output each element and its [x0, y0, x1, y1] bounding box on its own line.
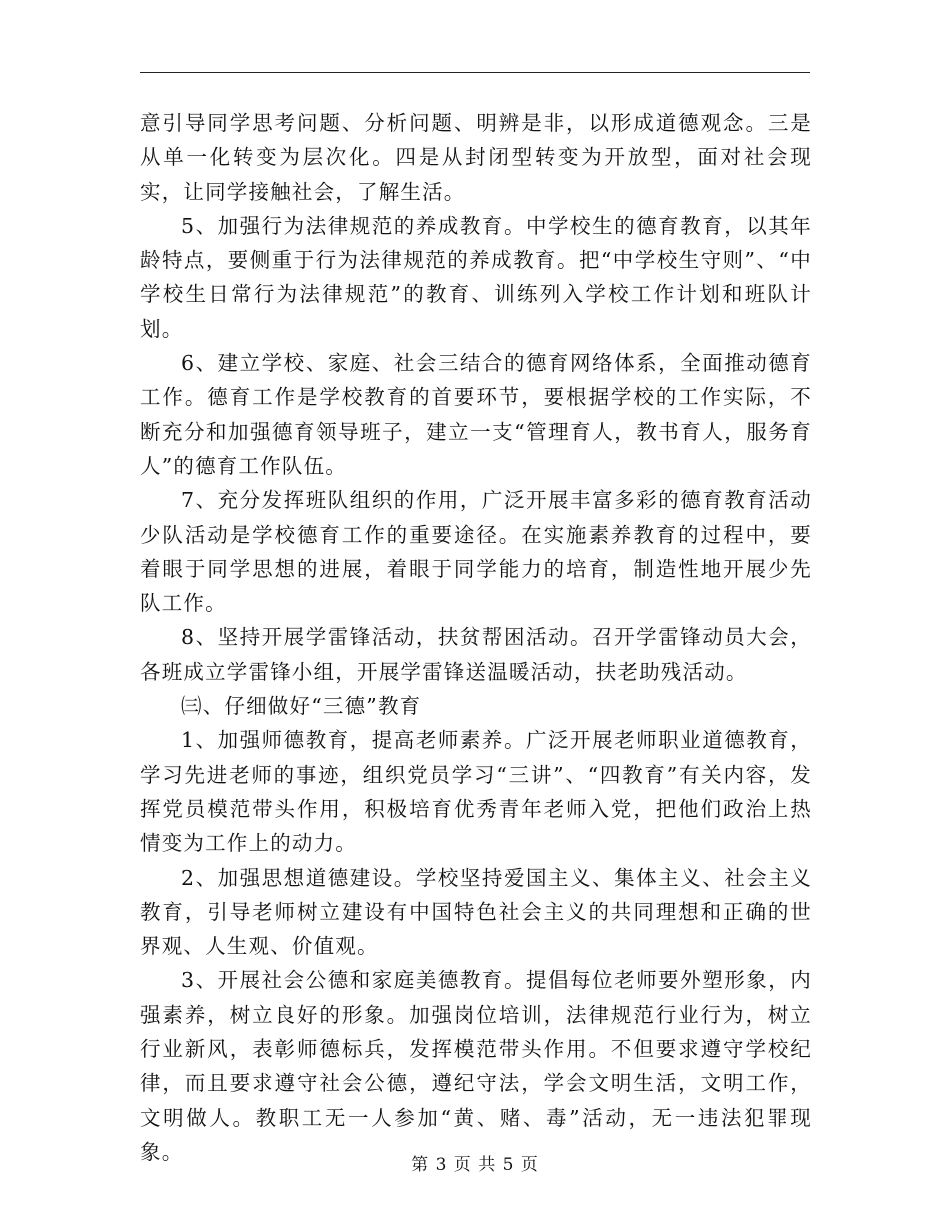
section-heading: ㈢、仔细做好“三德”教育	[181, 694, 422, 719]
paragraph-4: 7、充分发挥班队组织的作用，广泛开展丰富多彩的德育教育活动少队活动是学校德育工作的重要途径。在实施素养教育的过程中，要着眼于同学思想的进展，着眼于同学能力的培育，制造性地开展少先队工作。	[140, 488, 812, 616]
paragraph-3: 6、建立学校、家庭、社会三结合的德育网络体系，全面推动德育工作。德育工作是学校教育的首要环节，要根据学校的工作实际，不断充分和加强德育领导班子，建立一支“管理育人，教书育人，服务育人”的德育工作队伍。	[140, 351, 812, 478]
page-footer	[0, 1150, 950, 1175]
paragraph-7: 2、加强思想道德建设。学校坚持爱国主义、集体主义、社会主义教育，引导老师树立建设有中国特色社会主义的共同理想和正确的世界观、人生观、价值观。	[140, 865, 812, 959]
paragraph-5: 8、坚持开展学雷锋活动，扶贫帮困活动。召开学雷锋动员大会，各班成立学雷锋小组，开展学雷锋送温暖活动，扶老助残活动。	[140, 625, 812, 684]
paragraph-6: 1、加强师德教育，提高老师素养。广泛开展老师职业道德教育，学习先进老师的事迹，组织党员学习“三讲”、“四教育”有关内容，发挥党员模范带头作用，积极培育优秀青年老师入党，把他们政治上热情变为工作上的动力。	[140, 728, 812, 856]
footer-total-pages: 5	[502, 1155, 515, 1175]
header-rule	[140, 72, 810, 73]
footer-prefix: 第	[411, 1155, 430, 1175]
paragraph-8: 3、开展社会公德和家庭美德教育。提倡每位老师要外塑形象，内强素养，树立良好的形象。加强岗位培训，法律规范行业行为，树立行业新风，表彰师德标兵，发挥模范带头作用。不但要求遵守学校纪律，而且要求遵守社会公德，遵纪守法，学会文明生活，文明工作，文明做人。教职工无一人参加“黄、赌、毒”活动，无一违法犯罪现象。	[140, 968, 812, 1164]
paragraph-1: 意引导同学思考问题、分析问题、明辨是非，以形成道德观念。三是从单一化转变为层次化。四是从封闭型转变为开放型，面对社会现实，让同学接触社会，了解生活。	[140, 111, 812, 204]
body-text	[140, 106, 812, 1169]
paragraph-2: 5、加强行为法律规范的养成教育。中学校生的德育教育，以其年龄特点，要侧重于行为法律规范的养成教育。把“中学校生守则”、“中学校生日常行为法律规范”的教育、训练列入学校工作计划和班队计划。	[140, 213, 812, 341]
footer-current-page: 3	[435, 1155, 448, 1175]
footer-middle: 页 共	[453, 1155, 497, 1175]
footer-suffix: 页	[520, 1155, 539, 1175]
